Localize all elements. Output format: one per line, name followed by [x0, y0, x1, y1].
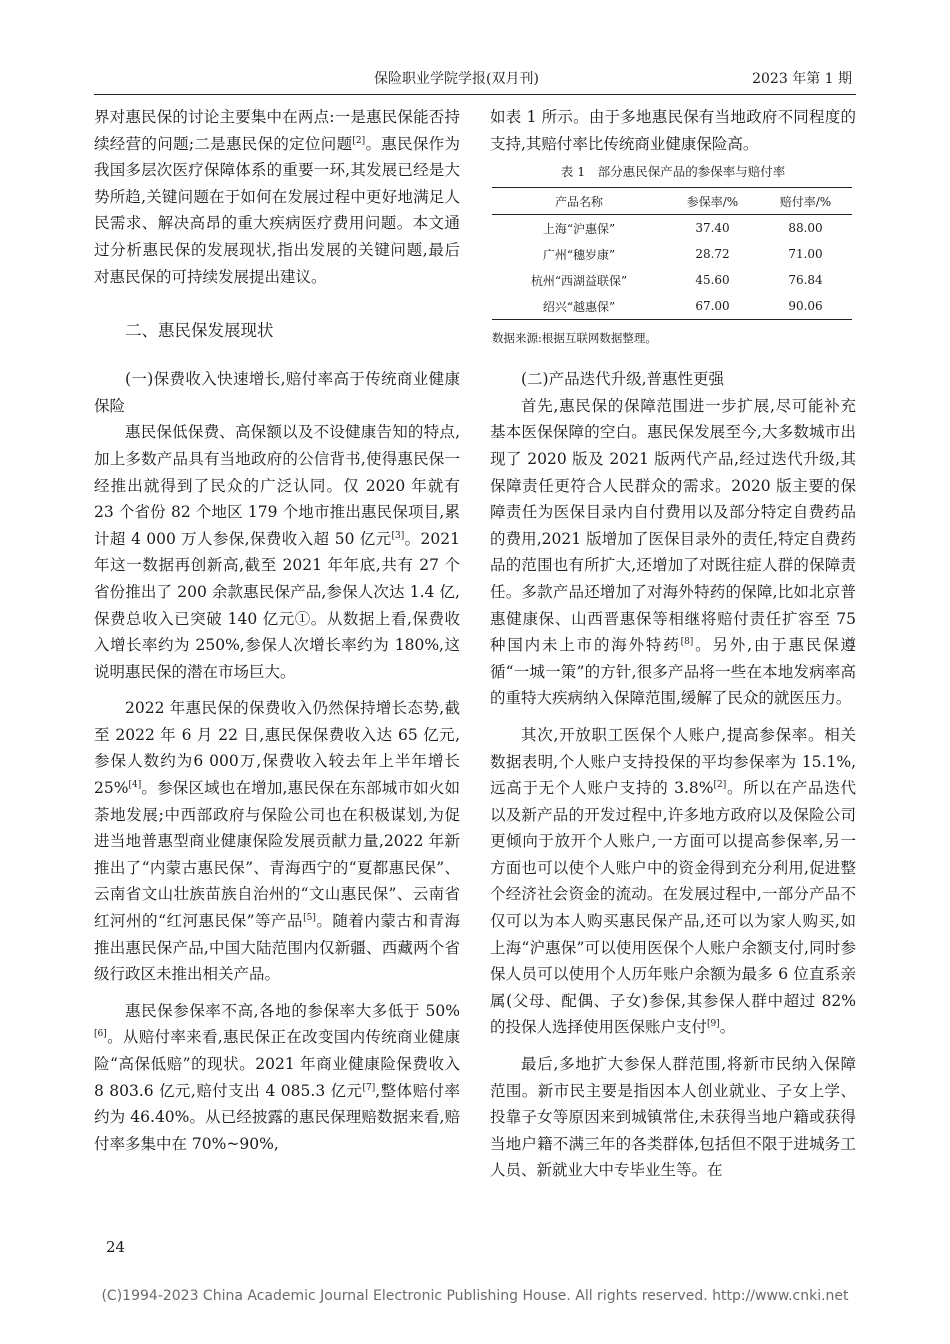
running-header	[94, 62, 856, 95]
right-column	[490, 104, 856, 1184]
table-cell: 37.40	[695, 221, 730, 236]
table-cell: 67.00	[695, 299, 730, 314]
paragraph: 最后,多地扩大参保人群范围,将新市民纳入保障范围。新市民主要是指因本人创业就业、子女上学、投靠子女等原因来到城镇常住,未获得当地户籍或获得当地户籍不满三年的各类群体,包括但不限于进城务工人员、新就业大中专毕业生等。在	[490, 1055, 856, 1180]
data-table	[492, 187, 852, 320]
table-source-note: 数据来源:根据互联网数据整理。	[492, 331, 657, 346]
journal-title: 保险职业学院学报(双月刊)	[374, 71, 539, 87]
table-cell: 上海“沪惠保”	[542, 221, 616, 236]
table-row	[492, 267, 852, 293]
table-row	[492, 241, 852, 267]
citation[interactable]: [2]	[713, 780, 727, 791]
section-heading: 二、惠民保发展现状	[125, 321, 274, 341]
citation[interactable]: [2]	[352, 135, 366, 146]
paragraph: 界对惠民保的讨论主要集中在两点:一是惠民保能否持续经营的问题;二是惠民保的定位问题[2]。惠民保作为我国多层次医疗保障体系的重要一环,其发展已经是大势所趋,关键问题在于如何在发展过程中更好地满足人民需求、解决高昂的重大疾病医疗费用问题。本文通过分析惠民保的发展现状,指出发展的关键问题,最后对惠民保的可持续发展提出建议。	[94, 108, 460, 286]
table-row	[492, 215, 852, 242]
table-cell: 杭州“西湖益联保”	[530, 273, 628, 288]
left-column	[94, 104, 460, 1157]
issue-label: 2023 年第 1 期	[752, 71, 852, 87]
citation[interactable]: [6]	[94, 1029, 107, 1040]
citation[interactable]: [9]	[707, 1019, 720, 1030]
paragraph: 其次,开放职工医保个人账户,提高参保率。相关数据表明,个人账户支持投保的平均参保率为 15.1%,远高于无个人账户支持的 3.8%[2]。所以在产品迭代以及新产品的开发过程中,许多地方政府以及保险公司更倾向于放开个人账户,一方面可以提高参保率,另一方面也可以使个人账户中的资金得到充分利用,促进整个经济社会资金的流动。在发展过程中,一部分产品不仅可以为本人购买惠民保产品,还可以为家人购买,如上海“沪惠保”可以使用医保个人账户余额支付,同时参保人员可以使用个人历年账户余额为最多 6 位直系亲属(父母、配偶、子女)参保,其参保人群中超过 82%的投保人选择使用医保账户支付[9]。	[490, 725, 856, 1037]
subsection-heading: (二)产品迭代升级,普惠性更强	[521, 370, 725, 389]
paragraph: 惠民保参保率不高,各地的参保率大多低于 50%[6]。从赔付率来看,惠民保正在改变国内传统商业健康险“高保低赔”的现状。2021 年商业健康险保费收入 8 803.6 亿元,赔付支出 4 085.3 亿元[7],整体赔付率约为 46.40%。从已经披露的惠民保理赔数据来看,赔付率多集中在 70%~90%,	[94, 1001, 460, 1153]
table-cell: 88.00	[788, 221, 823, 236]
citation[interactable]: [5]	[303, 913, 316, 924]
table-header-row	[492, 188, 852, 215]
column-header: 参保率/%	[686, 194, 739, 209]
page-number: 24	[106, 1238, 126, 1256]
citation[interactable]: [3]	[391, 530, 405, 541]
citation[interactable]: [8]	[680, 637, 694, 648]
table-cell: 28.72	[695, 247, 730, 262]
paragraph: 惠民保低保费、高保额以及不设健康告知的特点,加上多数产品具有当地政府的公信背书,使得惠民保一经推出就得到了民众的广泛认同。仅 2020 年就有 23 个省份 82 个地区 179 个地市推出惠民保项目,累计超 4 000 万人参保,保费收入超 50 亿元[3]。2021 年这一数据再创新高,截至 2021 年年底,共有 27 个省份推出了 200 余款惠民保产品,参保人次达 1.4 亿,保费总收入已突破 140 亿元①。从数据上看,保费收入增长率约为 250%,参保人次增长率约为 180%,这说明惠民保的潜在市场巨大。	[94, 423, 460, 681]
copyright-footer: (C)1994-2023 China Academic Journal Electronic Publishing House. All rights reserved. http://www.cnki.net	[101, 1288, 849, 1304]
paragraph: 2022 年惠民保的保费收入仍然保持增长态势,截至 2022 年 6 月 22 日,惠民保保费收入达 65 亿元,参保人数约为6 000万,保费收入较去年上半年增长 25%[4]。参保区域也在增加,惠民保在东部城市如火如荼地发展;中西部政府与保险公司也在积极谋划,为促进当地普惠型商业健康保险发展贡献力量,2022 年新推出了“内蒙古惠民保”、青海西宁的“夏都惠民保”、云南省文山壮族苗族自治州的“文山惠民保”、云南省红河州的“红河惠民保”等产品[5]。随着内蒙古和青海推出惠民保产品,中国大陆范围内仅新疆、西藏两个省级行政区未推出相关产品。	[94, 699, 460, 984]
citation[interactable]: [4]	[128, 780, 142, 791]
paragraph: 首先,惠民保的保障范围进一步扩展,尽可能补充基本医保保障的空白。惠民保发展至今,大多数城市出现了 2020 版及 2021 版两代产品,经过迭代升级,其保障责任更符合人民群众的需求。2020 版主要的保障责任为医保目录内自付费用以及部分特定自费药品的费用,2021 版增加了医保目录外的责任,特定自费药品的范围也有所扩大,还增加了对既往症人群的保障责任。多款产品还增加了对海外特药的保障,比如北京普惠健康保、山西晋惠保等相继将赔付责任扩容至 75 种国内未上市的海外特药[8]。另外,由于惠民保遵循“一城一策”的方针,很多产品将一些在本地发病率高的重特大疾病纳入保障范围,缓解了民众的就医压力。	[490, 396, 856, 708]
citation[interactable]: [7]	[362, 1082, 376, 1093]
table-cell: 90.06	[788, 299, 823, 314]
table-cell: 45.60	[695, 273, 730, 288]
subsection-heading: (一)保费收入快速增长,赔付率高于传统商业健康保险	[94, 370, 460, 415]
column-header: 赔付率/%	[779, 194, 832, 209]
paragraph: 如表 1 所示。由于多地惠民保有当地政府不同程度的支持,其赔付率比传统商业健康保险高。	[490, 108, 856, 153]
table-cell: 71.00	[788, 247, 823, 262]
table-cell: 广州“穗岁康”	[542, 247, 616, 262]
table-cell: 绍兴“越惠保”	[542, 299, 616, 314]
table-row	[492, 293, 852, 320]
table-cell: 76.84	[788, 273, 823, 288]
column-header: 产品名称	[554, 194, 603, 209]
table-caption: 表 1 部分惠民保产品的参保率与赔付率	[560, 164, 786, 180]
